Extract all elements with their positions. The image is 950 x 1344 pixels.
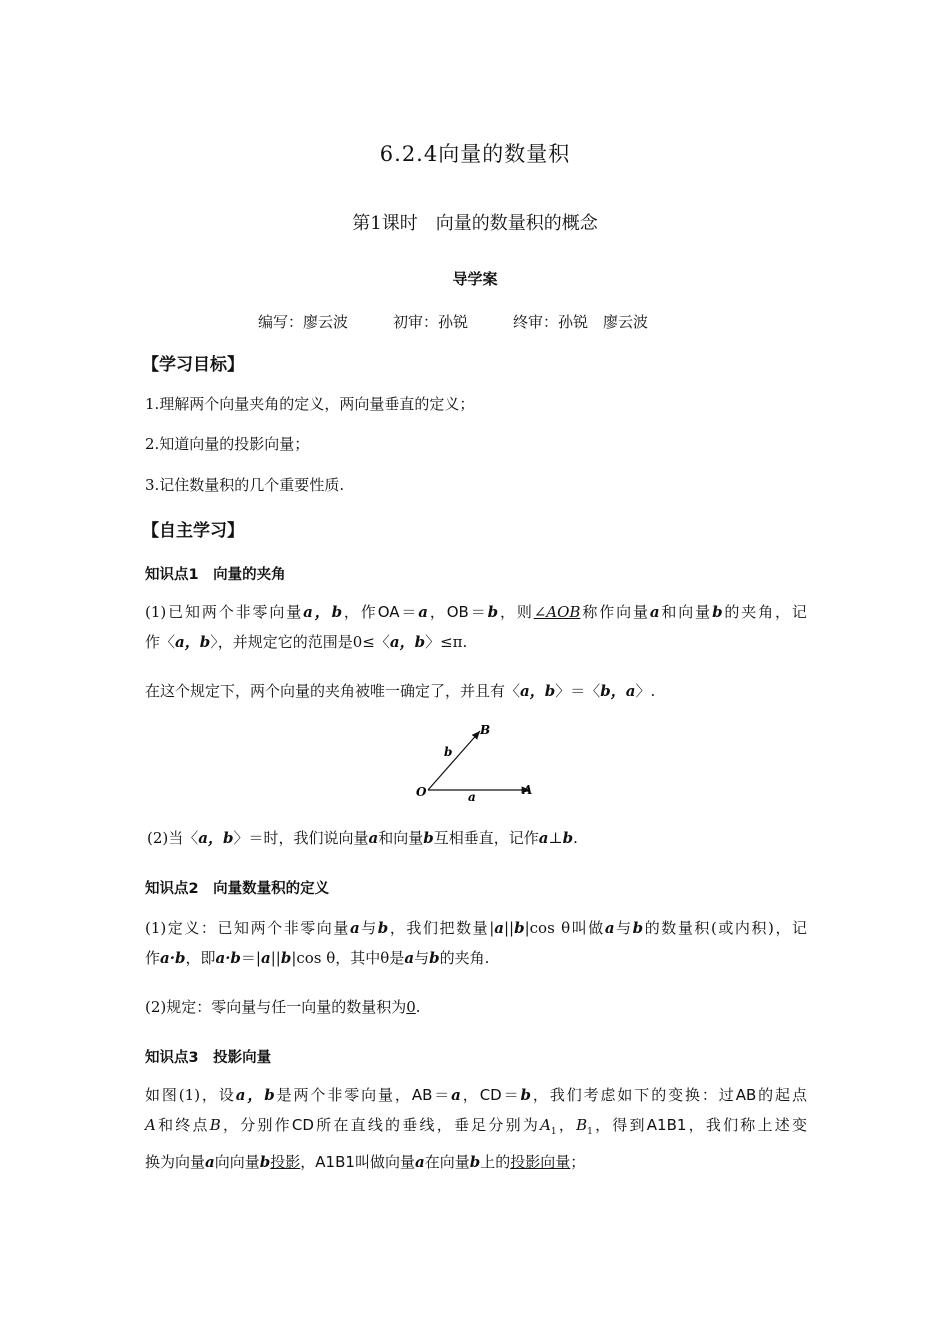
objective-item: 1.理解两个向量夹角的定义，两向量垂直的定义； bbox=[145, 395, 475, 413]
authors-line: 编写：廖云波 初审：孙锐 终审：孙锐 廖云波 bbox=[258, 313, 649, 331]
label-A: A bbox=[523, 783, 533, 797]
page-title: 6.2.4向量的数量积 bbox=[379, 142, 571, 166]
knowledge-point-2-title: 知识点2 向量数量积的定义 bbox=[145, 881, 330, 897]
kp2-paragraph-2: (2)规定：零向量与任一向量的数量积为0. bbox=[145, 998, 421, 1016]
kp1-paragraph-1: (1)已知两个非零向量a，b，作OA＝a，OB＝b，则∠AOB称作向量a和向量b的夹角，记 作〈a，b〉，并规定它的范围是0≤〈a，b〉≤π. bbox=[145, 603, 807, 651]
label-a: a bbox=[468, 790, 476, 804]
angle-figure bbox=[410, 718, 540, 808]
objective-item: 2.知道向量的投影向量； bbox=[145, 435, 310, 453]
knowledge-point-1-title: 知识点1 向量的夹角 bbox=[145, 567, 286, 583]
label-O: O bbox=[416, 785, 427, 799]
label-B: B bbox=[480, 723, 491, 737]
label-b: b bbox=[444, 745, 453, 759]
objectives-heading: 【学习目标】 bbox=[142, 355, 244, 375]
kp2-paragraph-1: (1)定义：已知两个非零向量a与b，我们把数量|a||b|cos θ叫做a与b的数量积(或内积)，记 作a·b，即a·b＝|a||b|cos θ，其中θ是a与b的夹角. bbox=[145, 919, 807, 967]
self-study-heading: 【自主学习】 bbox=[142, 521, 244, 541]
guide-label: 导学案 bbox=[452, 270, 498, 288]
lesson-subtitle: 第1课时 向量的数量积的概念 bbox=[352, 213, 598, 234]
kp3-paragraph-1: 如图(1)，设a，b是两个非零向量，AB＝a，CD＝b，我们考虑如下的变换：过AB的起点 A和终点B，分别作CD所在直线的垂线，垂足分别为$A_1$，$B_1$，得到A1B1，我们称上述变 换为向量a向向量b投影，A1B1叫做向量a在向量b上的投影向量； bbox=[145, 1086, 807, 1171]
kp1-paragraph-2: 在这个规定下，两个向量的夹角被唯一确定了，并且有〈a，b〉＝〈b，a〉. bbox=[145, 682, 656, 700]
vector-b-arrow bbox=[428, 731, 480, 790]
objective-item: 3.记住数量积的几个重要性质. bbox=[145, 476, 345, 494]
kp1-paragraph-3: (2)当〈a，b〉＝时，我们说向量a和向量b互相垂直，记作a⊥b. bbox=[147, 829, 578, 847]
knowledge-point-3-title: 知识点3 投影向量 bbox=[145, 1050, 272, 1066]
